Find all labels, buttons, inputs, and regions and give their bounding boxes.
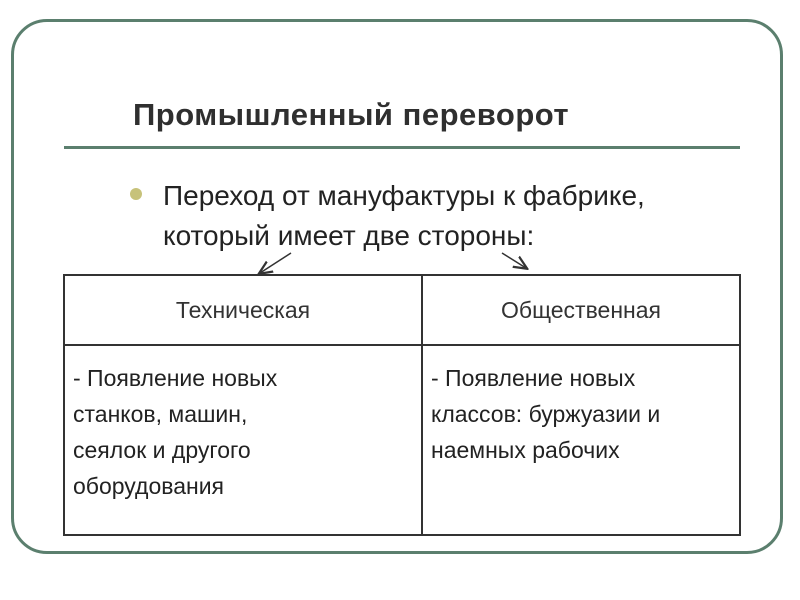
sides-table (63, 274, 741, 536)
cell-social-line-2: классов: буржуазии и (431, 401, 661, 427)
bullet-text (163, 176, 763, 256)
title-underline (64, 146, 740, 149)
cell-technical-line-4: оборудования (73, 473, 224, 499)
cell-social (422, 345, 740, 535)
cell-technical-line-2: станков, машин, (73, 401, 248, 427)
bullet-line-1: Переход от мануфактуры к фабрике, (163, 180, 645, 211)
bullet-icon (130, 188, 142, 200)
cell-social-line-3: наемных рабочих (431, 437, 620, 463)
header-technical: Техническая (64, 275, 422, 345)
cell-technical-line-1: - Появление новых (73, 365, 278, 391)
slide-title: Промышленный переворот (133, 97, 570, 132)
bullet-line-2: который имеет две стороны: (163, 220, 535, 251)
cell-social-line-1: - Появление новых (431, 365, 636, 391)
table-header-row (64, 275, 740, 345)
table-row (64, 345, 740, 535)
cell-technical (64, 345, 422, 535)
cell-technical-line-3: сеялок и другого (73, 437, 251, 463)
header-social: Общественная (422, 275, 740, 345)
